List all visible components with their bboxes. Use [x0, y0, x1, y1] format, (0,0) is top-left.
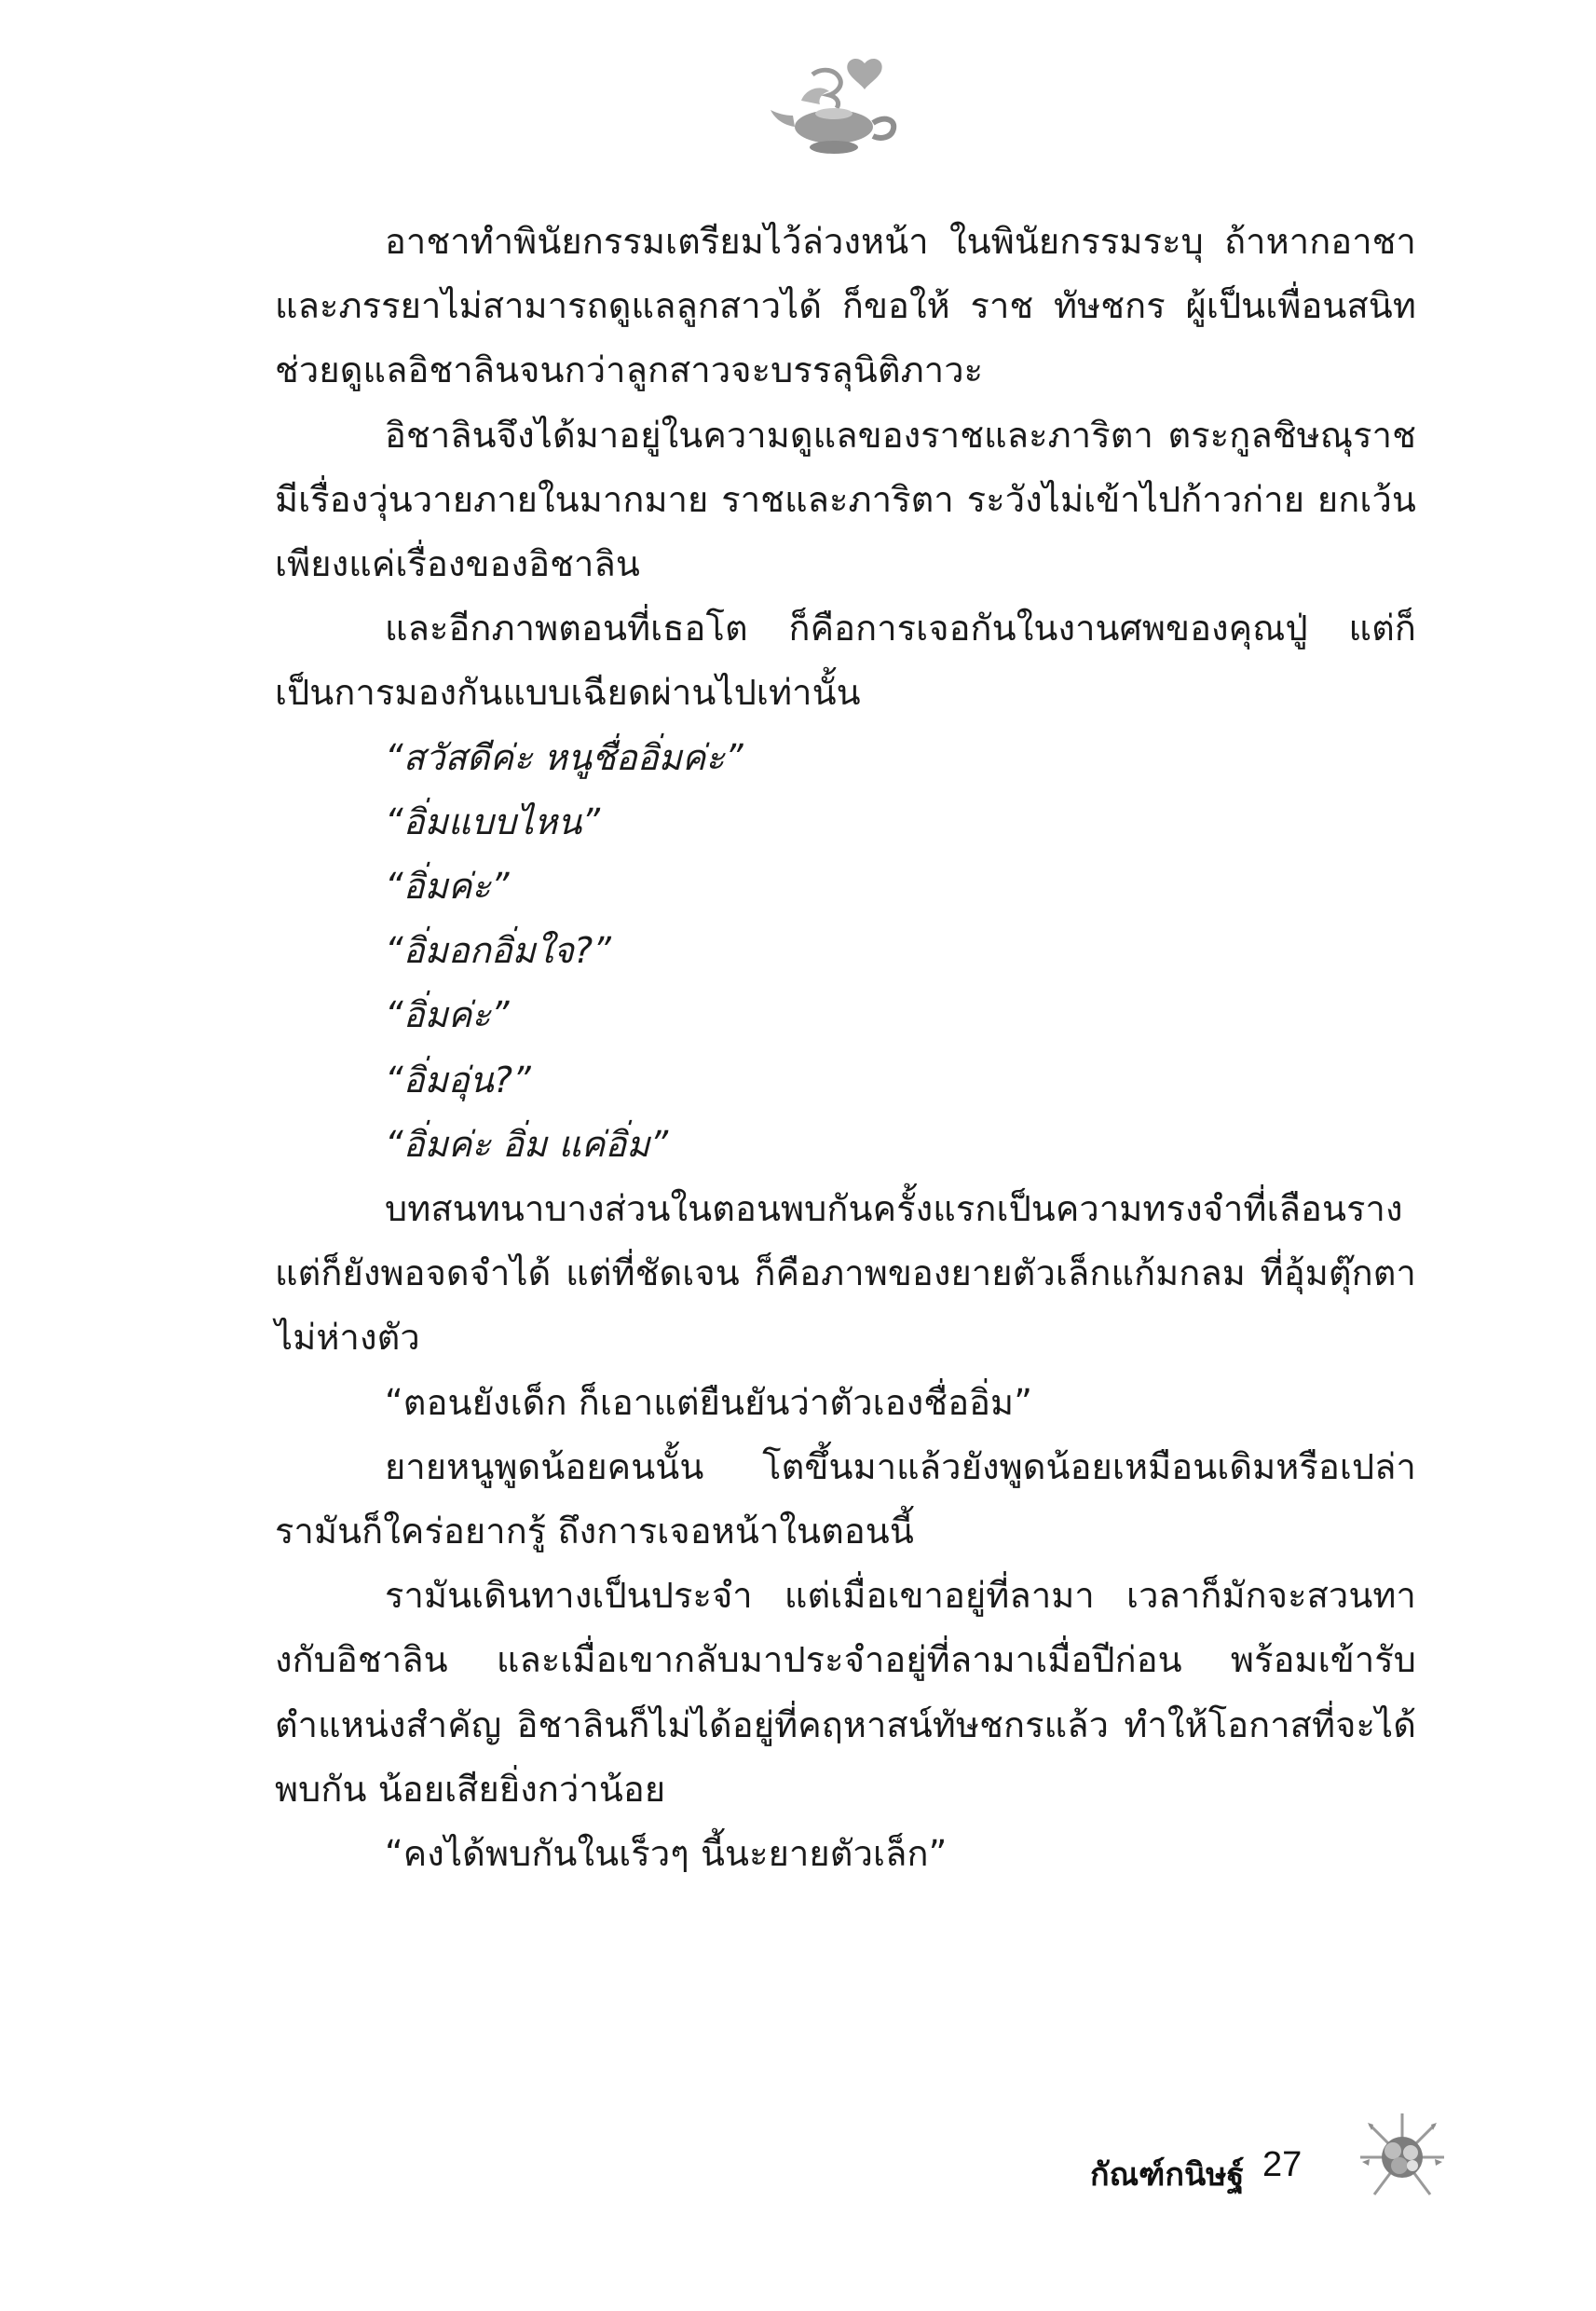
dialogue-line: “อิ่มค่ะ อิ่ม แค่อิ่ม” [385, 1123, 669, 1165]
body-text [275, 210, 1416, 1886]
paragraph: อาชาทำพินัยกรรมเตรียมไว้ล่วงหน้า ในพินัยกรรมระบุ ถ้าหากอาชาและภรรยาไม่สามารถดูแลลูกสาวได้ ก็ขอให้ ราช ทัษชกร ผู้เป็นเพื่อนสนิท ช่วยดูแลอิชาลินจนกว่าลูกสาวจะบรรลุนิติภาวะ [275, 221, 1416, 391]
flower-bouquet-icon [1351, 2106, 1453, 2208]
page-number: 27 [1262, 2145, 1303, 2184]
paragraph: รามันเดินทางเป็นประจำ แต่เมื่อเขาอยู่ที่ลามา เวลาก็มักจะสวนทางกับอิชาลิน และเมื่อเขากลับมาประจำอยู่ที่ลามาเมื่อปีก่อน พร้อมเข้ารับตำแหน่งสำคัญ อิชาลินก็ไม่ได้อยู่ที่คฤหาสน์ทัษชกรแล้ว ทำให้โอกาสที่จะได้พบกัน น้อยเสียยิ่งกว่าน้อย [275, 1575, 1416, 1810]
book-title: กัณฑ์กนิษฐ์ [1090, 2156, 1245, 2194]
dialogue-line: “อิ่มแบบไหน” [385, 800, 601, 842]
dialogue-line: “ตอนยังเด็ก ก็เอาแต่ยืนยันว่าตัวเองชื่ออิ่ม” [385, 1381, 1032, 1423]
paragraph: และอีกภาพตอนที่เธอโต ก็คือการเจอกันในงานศพของคุณปู่ แต่ก็เป็นการมองกันแบบเฉียดผ่านไปเท่านั้น [275, 608, 1416, 714]
dialogue-line: “อิ่มอกอิ่มใจ?” [385, 930, 612, 972]
dialogue-line: “อิ่มค่ะ” [385, 994, 510, 1036]
dialogue-line: “อิ่มอุ่น?” [385, 1059, 531, 1101]
genie-lamp-icon [764, 47, 904, 158]
dialogue-line: “สวัสดีค่ะ หนูชื่ออิ่มค่ะ” [385, 736, 743, 778]
dialogue-line: “คงได้พบกันในเร็วๆ นี้นะยายตัวเล็ก” [385, 1833, 948, 1875]
paragraph: ยายหนูพูดน้อยคนนั้น โตขึ้นมาแล้วยังพูดน้อยเหมือนเดิมหรือเปล่า รามันก็ใคร่อยากรู้ ถึงการเจอหน้าในตอนนี้ [275, 1445, 1416, 1552]
paragraph: บทสนทนาบางส่วนในตอนพบกันครั้งแรกเป็นความทรงจำที่เลือนราง แต่ก็ยังพอจดจำได้ แต่ที่ชัดเจน ก็คือภาพของยายตัวเล็กแก้มกลม ที่อุ้มตุ๊กตาไม่ห่างตัว [275, 1188, 1416, 1359]
paragraph: อิชาลินจึงได้มาอยู่ในความดูแลของราชและภาริตา ตระกูลชิษณุราช มีเรื่องวุ่นวายภายในมากมาย ราชและภาริตา ระวังไม่เข้าไปก้าวก่าย ยกเว้นเพียงแค่เรื่องของอิชาลิน [275, 414, 1416, 585]
dialogue-line: “อิ่มค่ะ” [385, 866, 510, 908]
